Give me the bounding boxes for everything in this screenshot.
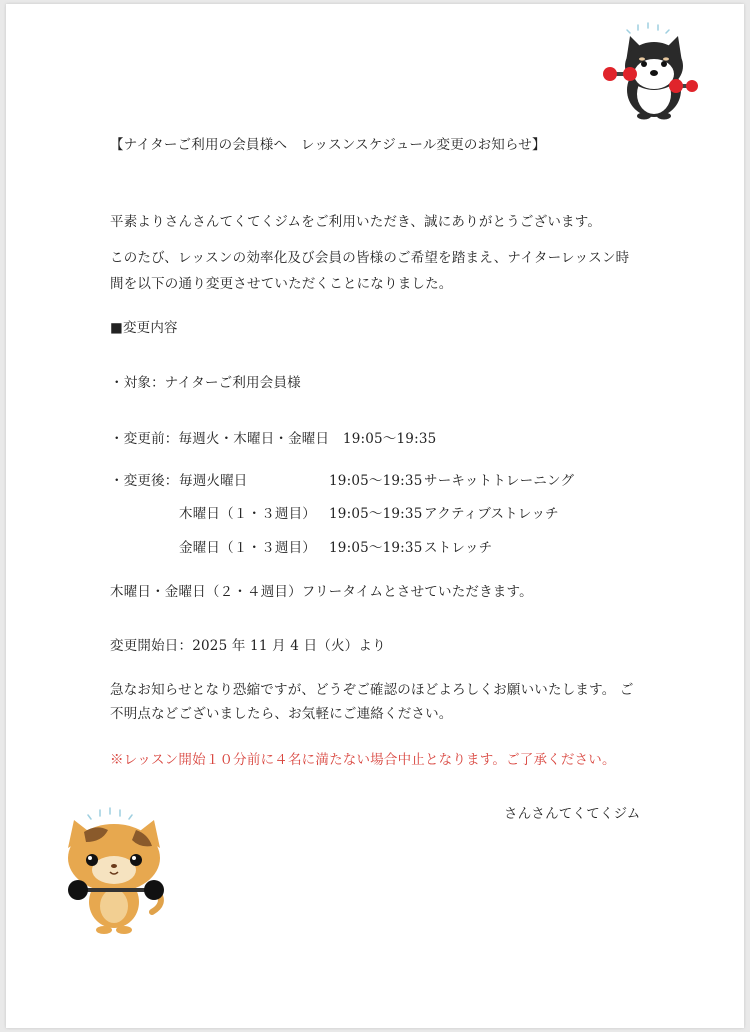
- intro-text-line-1: このたび、レッスンの効率化及び会員の皆様のご希望を踏まえ、ナイターレッスン時: [110, 250, 630, 266]
- schedule-lesson: サーキットトレーニング: [424, 473, 575, 489]
- schedule-time: 19:05〜19:35: [329, 473, 423, 489]
- target-line: ・対象：ナイターご利用会員様: [110, 375, 301, 391]
- cat-dumbbell-icon: [54, 804, 172, 940]
- notice-page: [6, 4, 744, 1028]
- intro-text-line-2: 間を以下の通り変更させていただくことになりました。: [110, 276, 453, 292]
- schedule-lesson: ストレッチ: [424, 540, 493, 556]
- schedule-day: 木曜日（１・３週目）: [179, 506, 316, 522]
- start-date: 変更開始日：2025 年 11 月 4 日（火）より: [110, 638, 386, 654]
- free-time-note: 木曜日・金曜日（２・４週目）フリータイムとさせていただきます。: [110, 584, 533, 600]
- notice-title: 【ナイターご利用の会員様へ レッスンスケジュール変更のお知らせ】: [110, 137, 546, 153]
- schedule-lesson: アクティブストレッチ: [424, 506, 559, 522]
- schedule-time: 19:05〜19:35: [329, 540, 423, 556]
- gym-signature: さんさんてくてくジム: [504, 806, 641, 822]
- schedule-time: 19:05〜19:35: [329, 506, 423, 522]
- schedule-day: 金曜日（１・３週目）: [179, 540, 316, 556]
- closing-text-line-2: 不明点などございましたら、お気軽にご連絡ください。: [110, 706, 453, 722]
- greeting-text: 平素よりさんさんてくてくジムをご利用いただき、誠にありがとうございます。: [110, 214, 602, 230]
- schedule-day: 毎週火曜日: [179, 473, 248, 489]
- cancellation-warning: ※レッスン開始１０分前に４名に満たない場合中止となります。ご了承ください。: [110, 752, 616, 768]
- closing-text-line-1: 急なお知らせとなり恐縮ですが、どうぞご確認のほどよろしくお願いいたします。 ご: [110, 682, 634, 698]
- shiba-dog-dumbbell-icon: [602, 22, 698, 122]
- after-schedule-label: ・変更後：: [110, 473, 179, 489]
- before-schedule-line: ・変更前：毎週火・木曜日・金曜日 19:05〜19:35: [110, 431, 437, 447]
- section-heading: ■変更内容: [110, 320, 178, 336]
